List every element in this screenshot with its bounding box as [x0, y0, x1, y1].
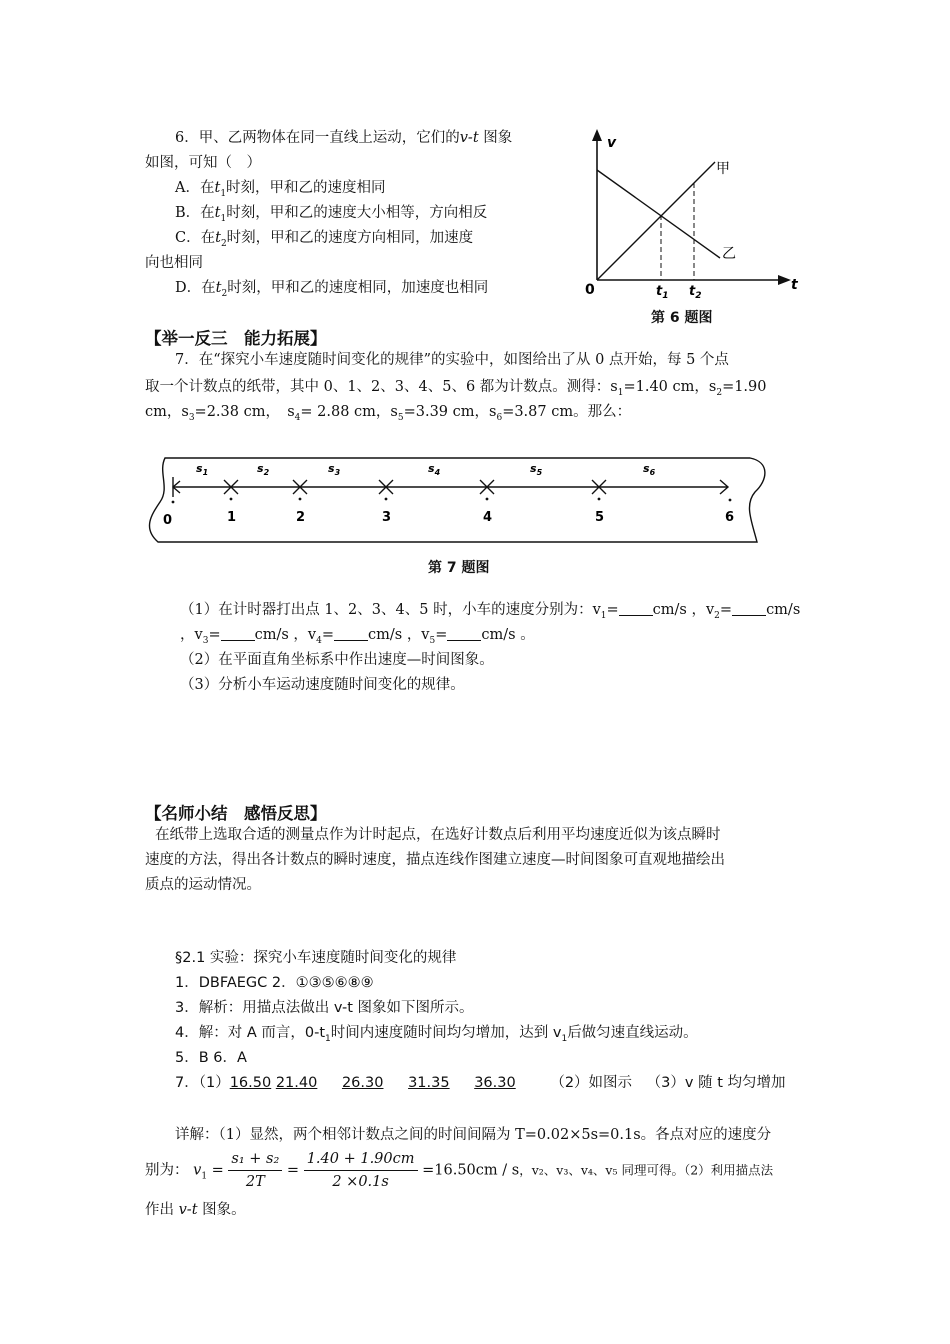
label-yi: 乙 [722, 246, 736, 262]
blank-v3 [221, 626, 255, 641]
label-v: v [607, 135, 617, 151]
segment-s5: $s_5$ [530, 462, 543, 477]
segment-s2: $s_2$ [257, 462, 270, 477]
label-jia: 甲 [716, 161, 730, 177]
q7-paper-tape [140, 450, 770, 550]
blank-v4 [334, 626, 368, 641]
q7-sub3: （3）分析小车运动速度随时间变化的规律。 [180, 677, 465, 693]
label-t1: $t_1$ [656, 284, 669, 301]
point-0: 0 [163, 513, 173, 528]
segment-s1: $s_1$ [196, 462, 209, 477]
v-axis-arrow [592, 129, 602, 141]
point-6: 6 [725, 510, 735, 525]
t-axis-arrow [778, 275, 791, 285]
segment-s4: $s_4$ [428, 462, 441, 477]
label-t: t [791, 277, 798, 293]
tape-marks [173, 477, 728, 497]
detail-line1: 详解：（1）显然，两个相邻计数点之间的时间间隔为 T=0.02×5s=0.1s。各点对应的速度分 [175, 1127, 772, 1143]
answer-7: 7．（1）16.50 21.40 26.30 31.35 36.30 （2）如图示 （3）v 随 t 均匀增加 [175, 1075, 786, 1091]
answer-3: 3．解析：用描点法做出 v-t 图象如下图所示。 [175, 1000, 474, 1016]
point-1: 1 [227, 510, 237, 525]
summary-line1: 在纸带上选取合适的测量点作为计时起点，在选好计数点后利用平均速度近似为该点瞬时 [155, 827, 721, 843]
point-3: 3 [382, 510, 392, 525]
summary-line2: 速度的方法，得出各计数点的瞬时速度，描点连线作图建立速度—时间图象可直观地描绘出 [145, 852, 725, 868]
answer-1-2: 1．DBFAEGC 2．①③⑤⑥⑧⑨ [175, 975, 374, 991]
detail-line2: 别为： $v_1$ = $\frac{\text{s₁ + s₂}}{2T}$ = $\frac{1.40 + 1.90cm}{2 \times 0.1s}$ =16.50cm / s，v₂、v₃、v₄、v₅ 同理可得。（2）利用描点法 [145, 1148, 773, 1193]
fraction-numeric: $\frac{1.40 + 1.90cm}{2 \times 0.1s}$ [304, 1148, 418, 1193]
summary-line3: 质点的运动情况。 [145, 877, 261, 893]
q7-line1: 7．在“探究小车速度随时间变化的规律”的实验中，如图给出了从 0 点开始，每 5 个点 [175, 352, 729, 368]
q6-option-d: D．在$t_2$时刻，甲和乙的速度相同，加速度也相同 [175, 280, 489, 299]
segment-s3: $s_3$ [328, 462, 341, 477]
tape-outline [149, 458, 764, 542]
tape-point-labels [163, 510, 734, 528]
q6-option-a: A．在$t_1$时刻，甲和乙的速度相同 [175, 180, 386, 199]
blank-v1 [619, 601, 653, 616]
line-yi [597, 170, 720, 258]
tape-segment-labels [196, 462, 656, 477]
answers-title: §2.1 实验：探究小车速度随时间变化的规律 [175, 950, 457, 966]
section-heading-expand: 【举一反三 能力拓展】 [145, 329, 327, 348]
q6-option-c: C．在$t_2$时刻，甲和乙的速度方向相同，加速度 [175, 230, 474, 249]
answer-4: 4．解：对 A 而言，$0-t_1$时间内速度随时间均匀增加，达到 $v_1$后做匀速直线运动。 [175, 1025, 698, 1044]
line-jia [597, 162, 715, 280]
q6-stem-line1: 6．甲、乙两物体在同一直线上运动，它们的v-t 图象 [175, 130, 513, 146]
point-2: 2 [296, 510, 306, 525]
detail-line3: 作出 v-t 图象。 [145, 1202, 246, 1218]
blank-v5 [447, 626, 481, 641]
label-origin: 0 [585, 282, 595, 298]
q6-option-b: B．在$t_1$时刻，甲和乙的速度大小相等，方向相反 [175, 205, 488, 224]
answer-5-6: 5．B 6．A [175, 1050, 247, 1066]
fraction-symbolic: $\frac{\text{s₁ + s₂}}{2T}$ [228, 1148, 282, 1193]
point-4: 4 [483, 510, 493, 525]
q6-option-c-wrap: 向也相同 [145, 255, 203, 271]
section-heading-summary: 【名师小结 感悟反思】 [145, 804, 327, 823]
q7-sub1-line1: （1）在计时器打出点 1、2、3、4、5 时，小车的速度分别为：$v_1= cm/s$ ，$v_2= cm/s$ [180, 602, 801, 621]
label-t2: $t_2$ [689, 284, 702, 301]
q6-figure-caption: 第 6 题图 [651, 310, 713, 326]
q7-sub1-line2: ，$v_3= cm/s$ ，$v_4= cm/s$ ，$v_5= cm/s$ 。 [180, 627, 535, 646]
q7-line2: 取一个计数点的纸带，其中 0、1、2、3、4、5、6 都为计数点。测得：$s_1=1.40$ cm，$s_2=1.90$ [145, 379, 767, 398]
segment-s6: $s_6$ [643, 462, 656, 477]
point-5: 5 [595, 510, 605, 525]
q7-figure-caption: 第 7 题图 [428, 560, 490, 576]
q6-stem-line2: 如图，可知（ ） [145, 155, 261, 171]
blank-v2 [732, 601, 766, 616]
q7-line3: cm，$s_3=2.38$ cm， $s_4= 2.88$ cm，$s_5=3.39$ cm，$s_6=3.87$ cm。那么： [145, 404, 632, 423]
q6-vt-graph [575, 125, 810, 305]
q7-sub2: （2）在平面直角坐标系中作出速度—时间图象。 [180, 652, 494, 668]
